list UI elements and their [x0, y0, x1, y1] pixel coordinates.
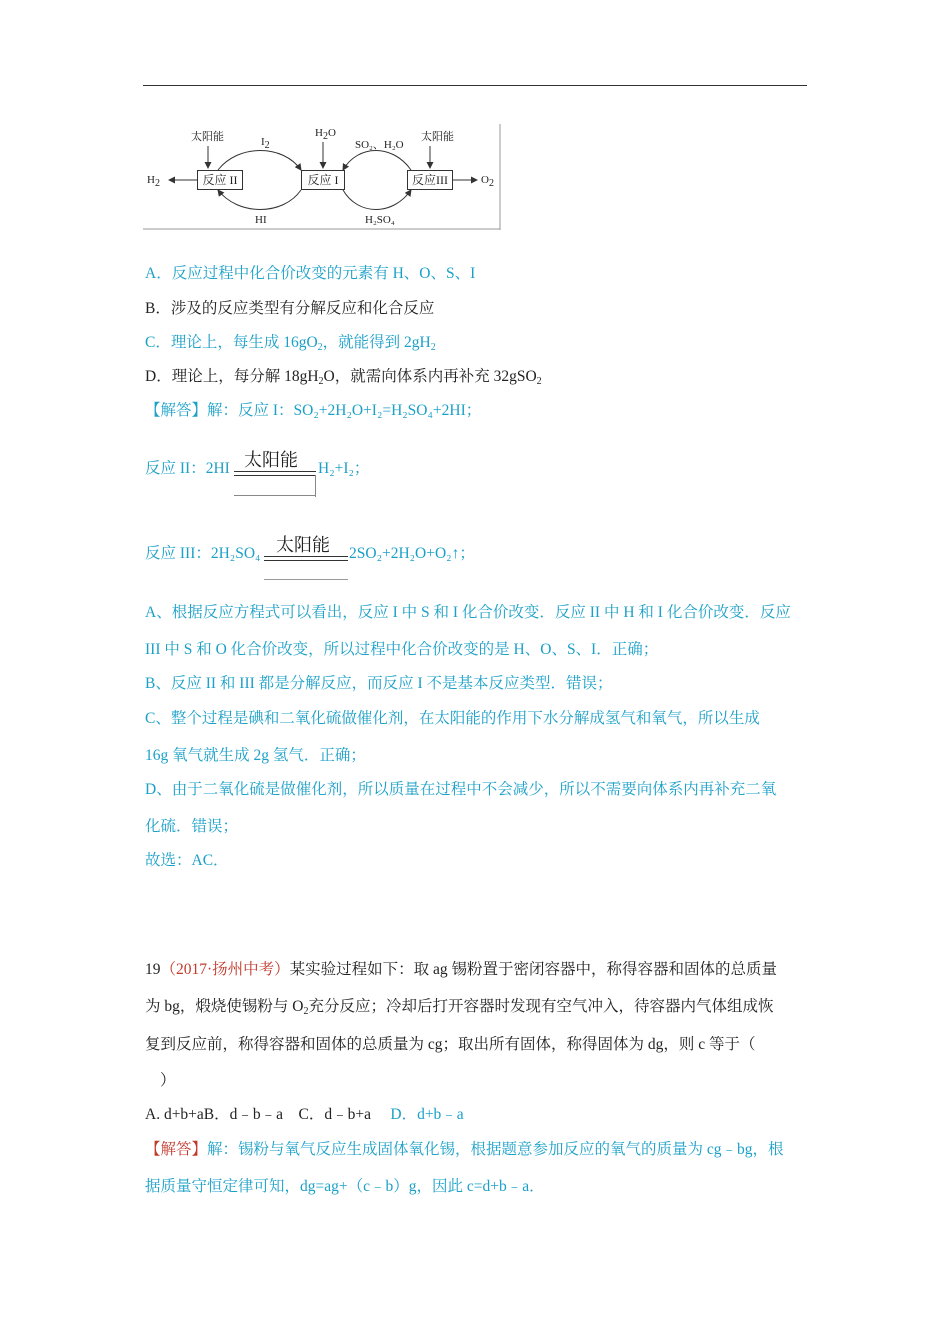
- q19-options-abc: A. d+b+aB．d﹣b﹣a C．d﹣b+a: [145, 1106, 371, 1123]
- reaction-ii-box: 反应 II: [197, 170, 243, 190]
- analysis-a-line1: A、根据反应方程式可以看出，反应 I 中 S 和 I 化合价改变．反应 II 中 H 和 I 化合价改变．反应: [145, 604, 791, 621]
- q19-line2: 为 bg，煅烧使锡粉与 $O_2$充分反应；冷却后打开容器时发现有空气冲入，待容器内气体组成恢: [145, 998, 774, 1017]
- reaction-i-box: 反应 I: [301, 170, 345, 190]
- o2-output-label: $O_2$: [481, 174, 494, 189]
- reaction-iii-box: 反应III: [407, 170, 453, 190]
- question-text: 某实验过程如下：取 ag 锡粉置于密闭容器中，称得容器和固体的总质量: [289, 961, 778, 978]
- q19-options: [145, 1102, 464, 1124]
- answer-choice: 故选：AC．: [145, 852, 229, 869]
- analysis-b: B、反应 II 和 III 都是分解反应，而反应 I 不是基本反应类型．错误；: [145, 675, 613, 692]
- so2-h2o-label: SO₂、H₂O: [355, 139, 404, 151]
- q19-line1: [145, 957, 777, 979]
- condition-edge: [315, 475, 316, 497]
- h2o-label: $H_2O$: [315, 127, 336, 142]
- analysis-d-line1: D、由于二氧化硫是做催化剂，所以质量在过程中不会减少，所以不需要向体系内再补充二氧: [145, 781, 777, 798]
- sun-label-left: 太阳能: [191, 131, 224, 143]
- answer-reaction-i: 【解答】解：反应 I：SO₂+2H₂O+I₂=H₂SO₄+2HI；: [145, 402, 482, 419]
- condition-line: [234, 471, 316, 472]
- condition-line: [264, 560, 348, 561]
- analysis-a-line2: III 中 S 和 O 化合价改变，所以过程中化合价改变的是 H、O、S、I．正确；: [145, 641, 659, 658]
- condition-line: [234, 475, 316, 476]
- option-b: B．涉及的反应类型有分解反应和化合反应: [145, 300, 435, 317]
- option-a: A．反应过程中化合价改变的元素有 H、O、S、I: [145, 265, 476, 282]
- analysis-d-line2: 化硫．错误；: [145, 818, 239, 835]
- h2so4-label: H₂SO₄: [365, 214, 395, 226]
- question-number: 19: [145, 961, 161, 978]
- i2-label: $I_2$: [261, 136, 270, 151]
- option-c: C．理论上，每生成 $16gO_2$，就能得到 $2gH_2$: [145, 334, 436, 353]
- option-d: D．理论上，每分解 $18gH_2O$，就需向体系内再补充 32gSO$_2$: [145, 368, 542, 387]
- h2-output-label: $H_2$: [147, 174, 160, 189]
- analysis-c-line1: C、整个过程是碘和二氧化硫做催化剂，在太阳能的作用下水分解成氢气和氧气，所以生成: [145, 710, 760, 727]
- answer-reaction-ii-right: H₂+I₂；: [318, 460, 370, 477]
- question-source: （2017·扬州中考）: [160, 961, 290, 978]
- sun-label-right: 太阳能: [421, 131, 454, 143]
- q19-line4: ）: [160, 1072, 176, 1089]
- reaction-ii-condition: 太阳能: [244, 450, 298, 471]
- reaction-cycle-diagram: [143, 124, 503, 230]
- q19-answer-line2: 据质量守恒定律可知，dg=ag+（c﹣b）g，因此 c=d+b﹣a．: [145, 1178, 545, 1195]
- condition-line: [264, 556, 348, 557]
- hi-label: HI: [255, 214, 267, 226]
- q19-option-d: D．d+b﹣a: [390, 1106, 464, 1123]
- analysis-c-line2: 16g 氧气就生成 2g 氢气．正确；: [145, 747, 366, 764]
- answer-reaction-iii-left: 反应 III：2H₂SO₄: [145, 545, 261, 562]
- q19-answer-line1: 【解答】解：锡粉与氧气反应生成固体氧化锡，根据题意参加反应的氧气的质量为 cg﹣bg，根: [145, 1141, 784, 1158]
- answer-tag: 【解答】: [145, 1141, 208, 1158]
- reaction-iii-condition: 太阳能: [276, 535, 330, 556]
- q19-line3: 复到反应前，称得容器和固体的总质量为 cg；取出所有固体，称得固体为 dg，则 c 等于（: [145, 1036, 756, 1053]
- reaction-iii-condition-sign: [264, 531, 348, 581]
- header-rule: [143, 85, 807, 86]
- reaction-ii-condition-sign: [234, 446, 316, 498]
- answer-reaction-iii-right: 2SO₂+2H₂O+O₂↑；: [349, 545, 475, 562]
- condition-line: [234, 495, 316, 496]
- condition-line: [264, 579, 348, 580]
- answer-reaction-ii-left: 反应 II：2HI: [145, 460, 230, 477]
